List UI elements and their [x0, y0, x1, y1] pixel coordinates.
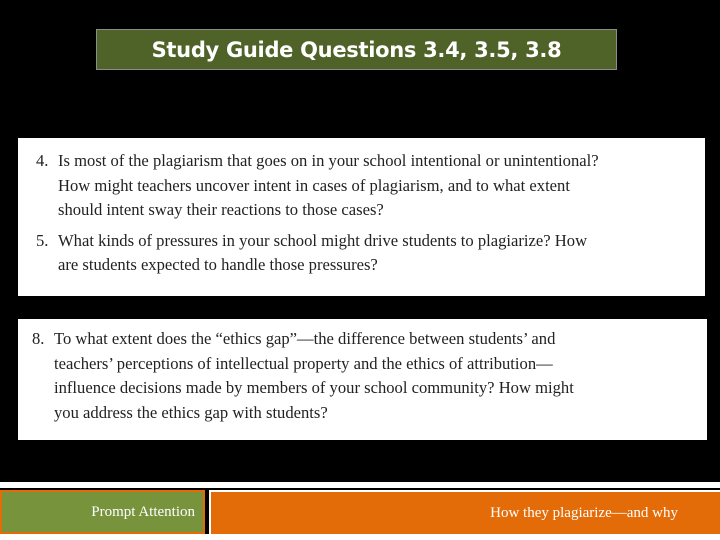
bottom-edge-strip [0, 534, 720, 540]
question-item [36, 149, 695, 223]
footer-right-section [209, 490, 720, 534]
slide-title-box [96, 29, 617, 70]
question-number: 8. [32, 329, 45, 348]
footer-right-label: How they plagiarize—and why [490, 504, 678, 521]
question-text: To what extent does the “ethics gap”—the difference between students’ and teachers’ perceptions of intellectual property and the ethics of attribution— influence decisions made by members of your school community? How might you address the ethics gap with students? [54, 329, 574, 422]
footer-divider [0, 482, 720, 488]
slide-title: Study Guide Questions 3.4, 3.5, 3.8 [151, 37, 562, 62]
question-item [32, 327, 697, 425]
question-item [36, 229, 695, 278]
questions-panel-2 [18, 319, 707, 440]
question-text: Is most of the plagiarism that goes on in your school intentional or unintentional? How might teachers uncover intent in cases of plagiarism, and to what extent should intent sway their reactions to those cases? [58, 151, 599, 219]
footer-left-section [0, 490, 205, 534]
question-text: What kinds of pressures in your school might drive students to plagiarize? How are students expected to handle those pressures? [58, 230, 588, 274]
footer-left-label: Prompt Attention [91, 503, 195, 520]
question-number: 5. [36, 230, 49, 250]
question-number: 4. [36, 151, 49, 170]
questions-panel-1 [18, 138, 705, 296]
